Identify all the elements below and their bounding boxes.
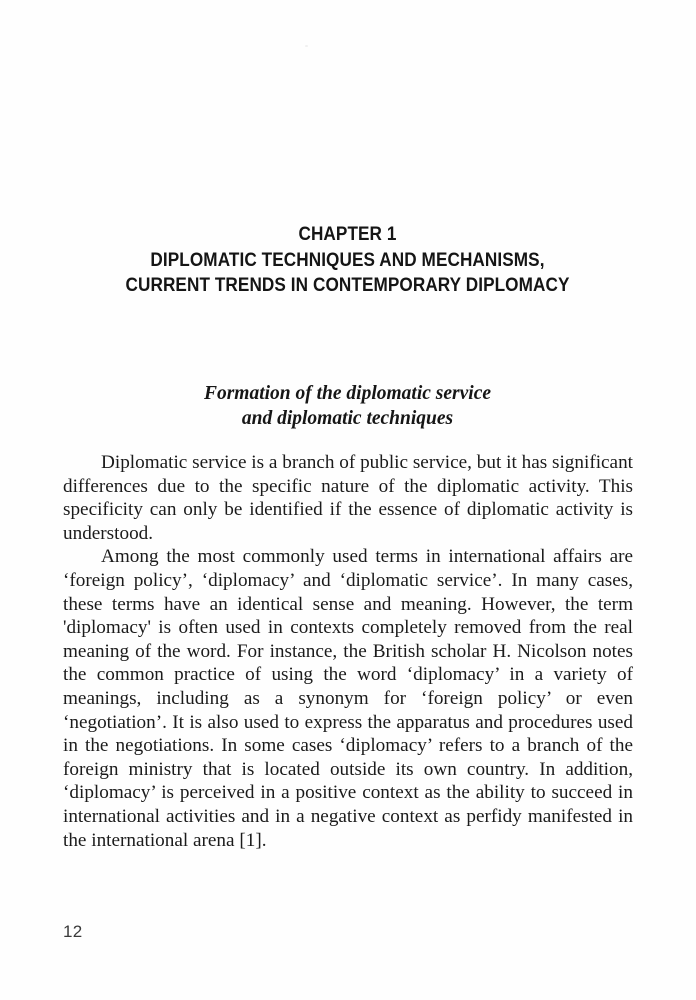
chapter-heading-line-2: DIPLOMATIC TECHNIQUES AND MECHANISMS, [150, 248, 545, 271]
body-paragraph-1: Diplomatic service is a branch of public service, but it has significant differences due to the specific nature of the diplomatic activity. This specificity can only be identified if the essence of diplomatic activity is understood. [63, 452, 633, 544]
chapter-heading-line-3: CURRENT TRENDS IN CONTEMPORARY DIPLOMACY [125, 274, 570, 296]
section-subtitle-line-2: and diplomatic techniques [241, 408, 454, 429]
chapter-heading-line-1: CHAPTER 1 [298, 223, 397, 245]
scan-speck [305, 45, 308, 47]
body-text [63, 451, 633, 852]
section-subtitle-line-1: Formation of the diplomatic service [203, 383, 492, 404]
page-number: 12 [63, 922, 83, 941]
section-subtitle [63, 381, 632, 431]
chapter-heading [97, 222, 598, 299]
body-paragraph-2: Among the most commonly used terms in international affairs are ‘foreign policy’, ‘diplomacy’ and ‘diplomatic service’. In many cases, these terms have an identical sense and meaning. However, the term 'diplomacy' is often used in contexts completely removed from the real meaning of the word. For instance, the British scholar H. Nicolson notes the common practice of using the word ‘diplomacy’ in a variety of meanings, including as a synonym for ‘foreign policy’ or even ‘negotiation’. It is also used to express the apparatus and procedures used in the negotiations. In some cases ‘diplomacy’ refers to a branch of the foreign ministry that is located outside its own country. In addition, ‘diplomacy’ is perceived in a positive context as the ability to succeed in international activities and in a negative context as perfidy manifested in the international arena [1]. [63, 546, 633, 851]
